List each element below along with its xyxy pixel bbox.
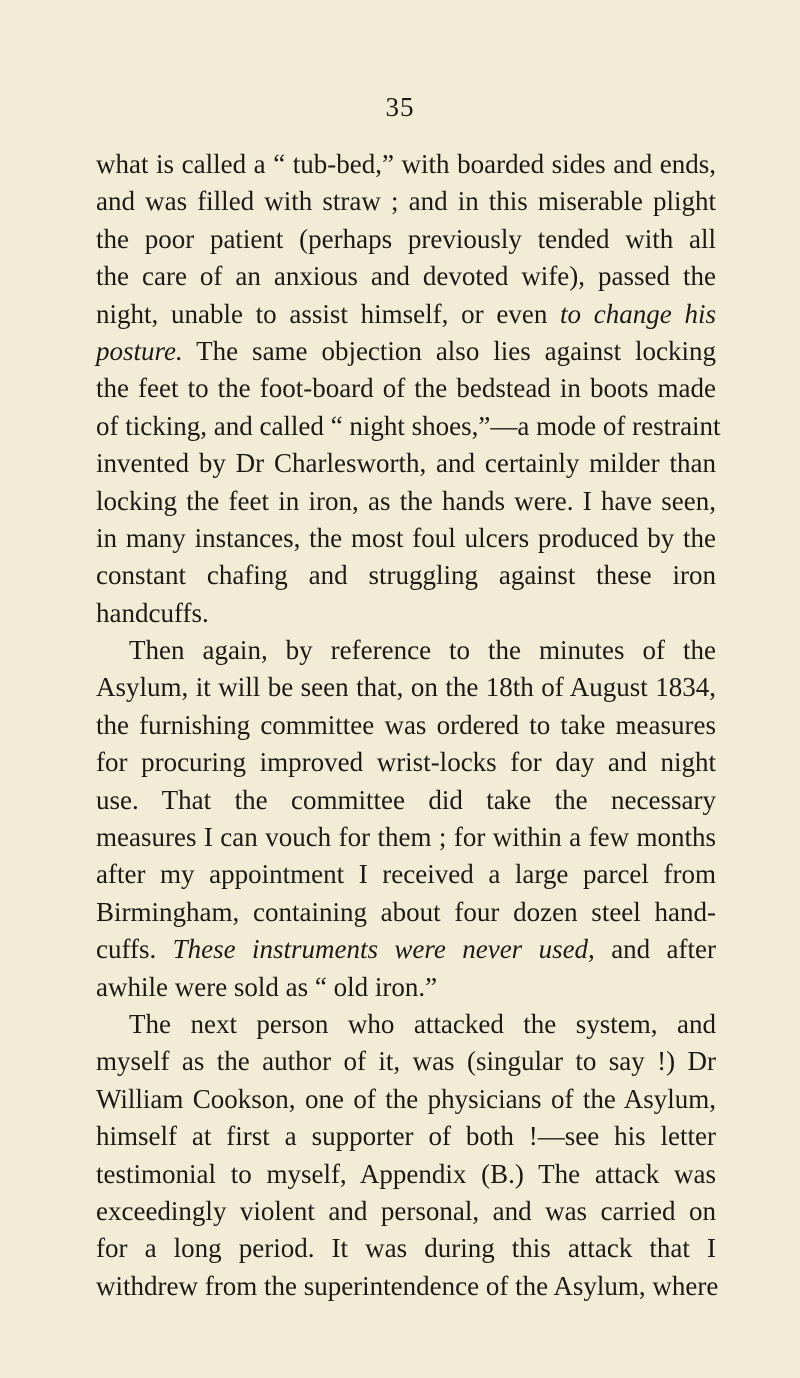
text-line — [96, 856, 716, 893]
italic-text: These instruments were never used, — [172, 934, 595, 965]
text-line — [96, 258, 716, 295]
italic-text: to change his — [560, 298, 716, 329]
text-segment: Asylum, it will be seen that, on the 18th of August 1834, — [96, 672, 716, 703]
text-segment: William Cookson, one of the physicians of the Asylum, — [96, 1083, 716, 1114]
text-line — [96, 744, 716, 781]
text-line — [96, 1043, 716, 1080]
text-segment: himself at first a supporter of both !—see his letter — [96, 1121, 716, 1152]
text-segment: and after — [594, 934, 716, 965]
text-segment: the care of an anxious and devoted wife), passed the — [96, 261, 716, 292]
text-segment: for procuring improved wrist-locks for day and night — [96, 747, 716, 778]
text-segment: for a long period. It was during this attack that I — [96, 1233, 716, 1264]
text-line — [96, 1156, 716, 1193]
text-segment: testimonial to myself, Appendix (B.) The attack was — [96, 1158, 716, 1189]
text-segment: withdrew from the superintendence of the Asylum, where — [96, 1270, 719, 1301]
text-segment: Birmingham, containing about four dozen steel hand- — [96, 896, 716, 927]
text-segment: locking the feet in iron, as the hands were. I have seen, — [96, 485, 716, 516]
text-line — [96, 969, 716, 1006]
text-segment: what is called a “ tub-bed,” with boarded sides and ends, — [96, 149, 716, 179]
text-line — [96, 296, 716, 333]
text-segment: myself as the author of it, was (singular to say !) Dr — [96, 1046, 716, 1077]
text-segment: after my appointment I received a large parcel from — [96, 859, 716, 890]
text-line — [96, 1268, 719, 1305]
text-segment: the feet to the foot-board of the bedstead in boots made — [96, 373, 716, 404]
text-segment: awhile were sold as “ old iron.” — [96, 971, 438, 1002]
text-segment: the furnishing committee was ordered to take measures — [96, 709, 716, 740]
text-line — [96, 931, 716, 968]
text-segment: measures I can vouch for them ; for within a few months — [96, 822, 716, 853]
text-line — [96, 632, 716, 669]
text-line — [96, 707, 716, 744]
text-line — [96, 669, 716, 706]
text-segment: night, unable to assist himself, or even — [96, 298, 561, 329]
text-line — [96, 819, 716, 856]
text-line — [96, 1193, 716, 1230]
text-segment: cuffs. — [96, 934, 173, 965]
text-line — [96, 370, 716, 407]
text-line — [96, 183, 716, 220]
text-segment: of ticking, and called “ night shoes,”—a mode of restraint — [96, 410, 721, 441]
text-line — [96, 782, 716, 819]
text-segment: constant chafing and struggling against these iron — [96, 560, 716, 591]
text-line — [96, 221, 716, 258]
text-line — [96, 595, 716, 632]
text-line — [96, 1230, 716, 1267]
text-segment: invented by Dr Charlesworth, and certainly milder than — [96, 448, 716, 479]
text-line — [96, 483, 716, 520]
body-text — [96, 146, 721, 1305]
page-number: 35 — [385, 92, 415, 122]
text-line — [96, 408, 721, 445]
text-segment: The next person who attacked the system, and — [129, 1008, 716, 1039]
text-line — [96, 445, 716, 482]
text-line — [96, 894, 716, 931]
text-segment: Then again, by reference to the minutes of the — [129, 635, 716, 666]
text-segment: exceedingly violent and personal, and was carried on — [96, 1195, 716, 1226]
text-line — [96, 333, 716, 370]
text-segment: The same objection also lies against locking — [182, 335, 716, 366]
text-line — [96, 1006, 716, 1043]
text-line — [96, 1081, 716, 1118]
text-segment: in many instances, the most foul ulcers produced by the — [96, 522, 716, 553]
text-line — [96, 146, 716, 183]
text-line — [96, 1118, 716, 1155]
text-line — [96, 520, 716, 557]
text-segment: use. That the committee did take the necessary — [96, 784, 716, 815]
text-segment: handcuffs. — [96, 597, 209, 628]
text-segment: and was filled with straw ; and in this miserable plight — [96, 186, 716, 217]
text-segment: the poor patient (perhaps previously tended with all — [96, 223, 716, 254]
italic-text: posture. — [96, 335, 183, 366]
text-line — [96, 557, 716, 594]
